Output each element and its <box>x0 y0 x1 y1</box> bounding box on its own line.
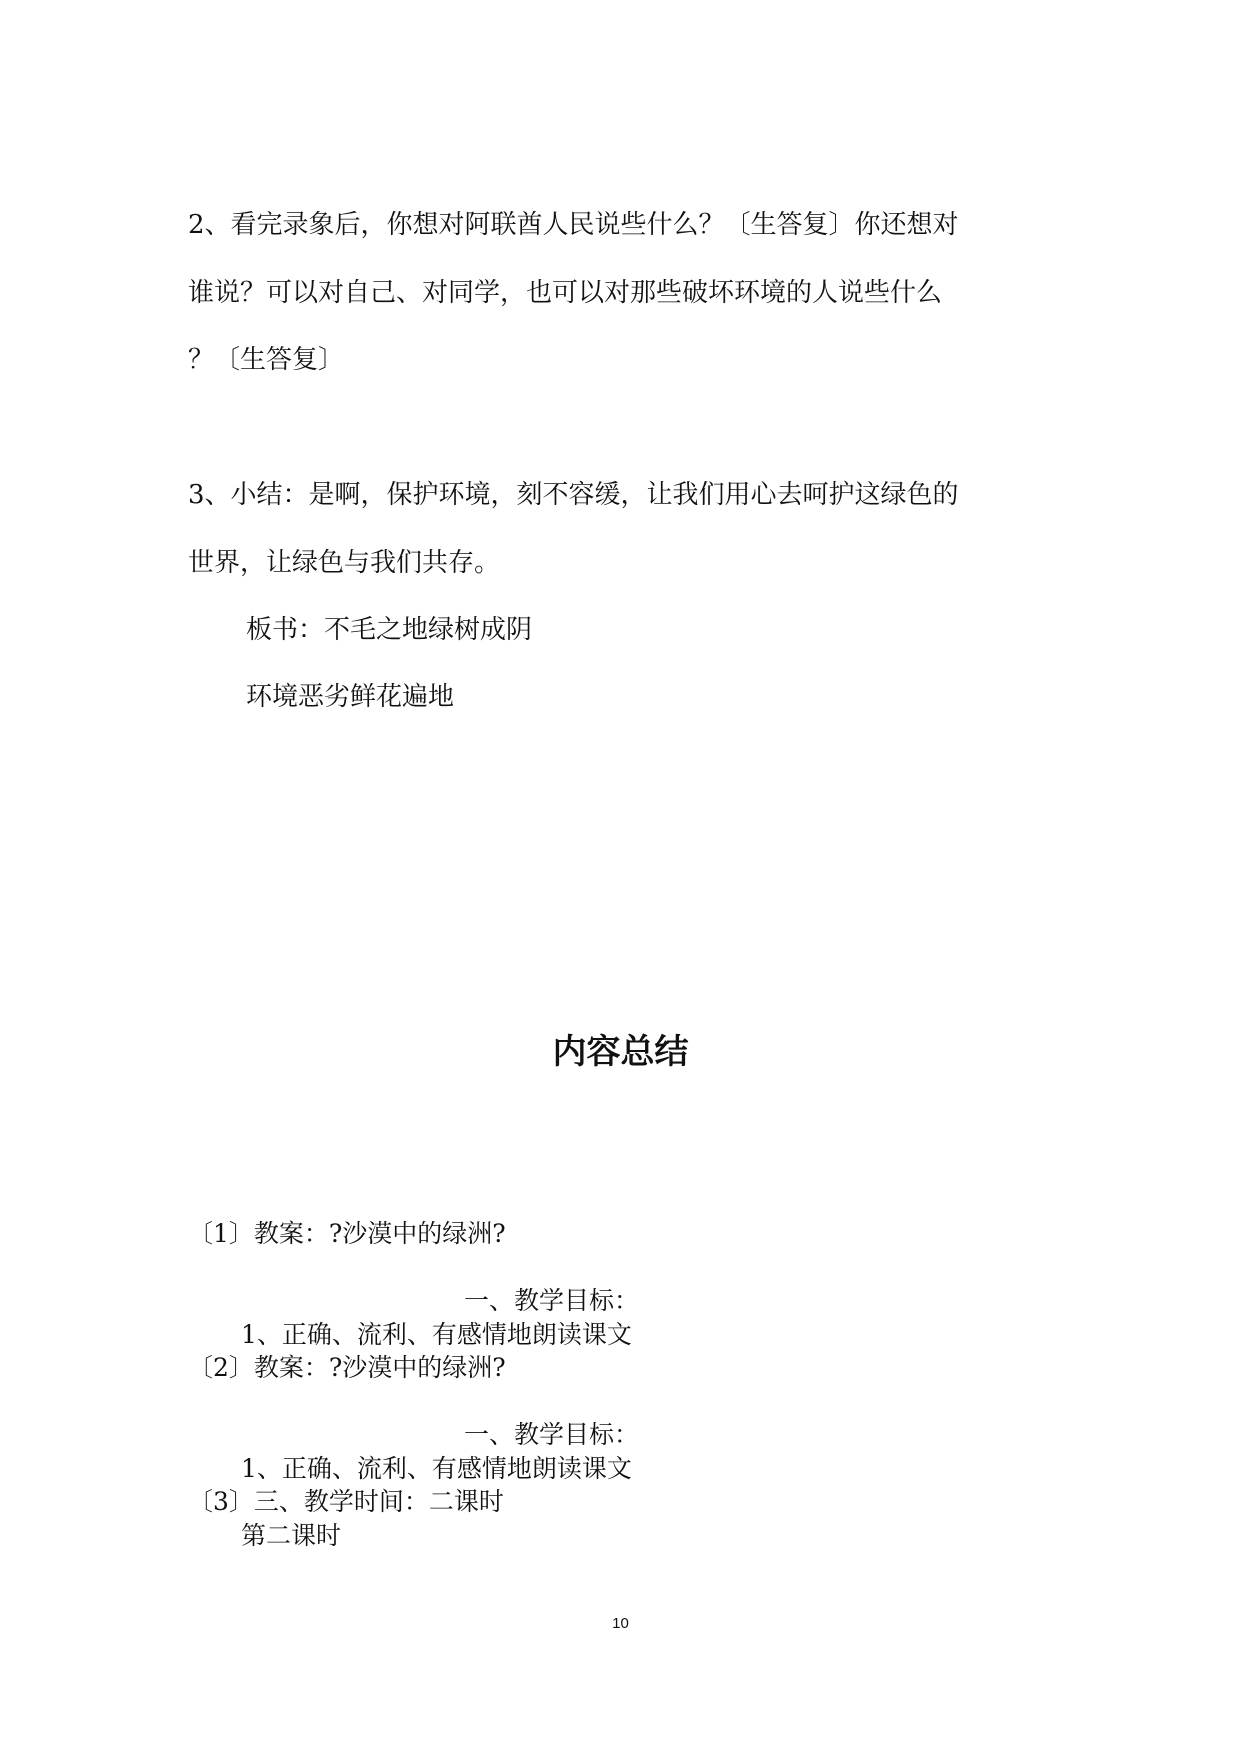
paragraph-2-line-2: 谁说？可以对自己、对同学，也可以对那些破坏环境的人说些什么 <box>188 278 943 308</box>
board-writing-line-1: 板书：不毛之地绿树成阴 <box>246 615 533 645</box>
summary-item-3-detail: 第二课时 <box>241 1521 342 1550</box>
board-writing-line-2: 环境恶劣鲜花遍地 <box>246 682 455 712</box>
summary-item-1: 〔1〕教案：?沙漠中的绿洲? <box>188 1219 506 1248</box>
page-number: 10 <box>612 1615 629 1632</box>
summary-item-1-heading: 一、教学目标： <box>464 1286 640 1315</box>
summary-item-2-detail: 1、正确、流利、有感情地朗读课文 <box>241 1454 632 1483</box>
summary-title: 内容总结 <box>552 1032 689 1072</box>
paragraph-3-line-2: 世界，让绿色与我们共存。 <box>188 548 501 578</box>
paragraph-3-line-1: 3、小结：是啊，保护环境，刻不容缓，让我们用心去呵护这绿色的 <box>188 480 959 510</box>
paragraph-2-line-3: ？〔生答复〕 <box>188 345 345 375</box>
paragraph-2-line-1: 2、看完录象后，你想对阿联酋人民说些什么？〔生答复〕你还想对 <box>188 210 959 240</box>
summary-item-2: 〔2〕教案：?沙漠中的绿洲? <box>188 1353 506 1382</box>
summary-item-1-detail: 1、正确、流利、有感情地朗读课文 <box>241 1320 632 1349</box>
summary-item-3: 〔3〕三、教学时间：二课时 <box>188 1487 504 1516</box>
summary-item-2-heading: 一、教学目标： <box>464 1420 640 1449</box>
